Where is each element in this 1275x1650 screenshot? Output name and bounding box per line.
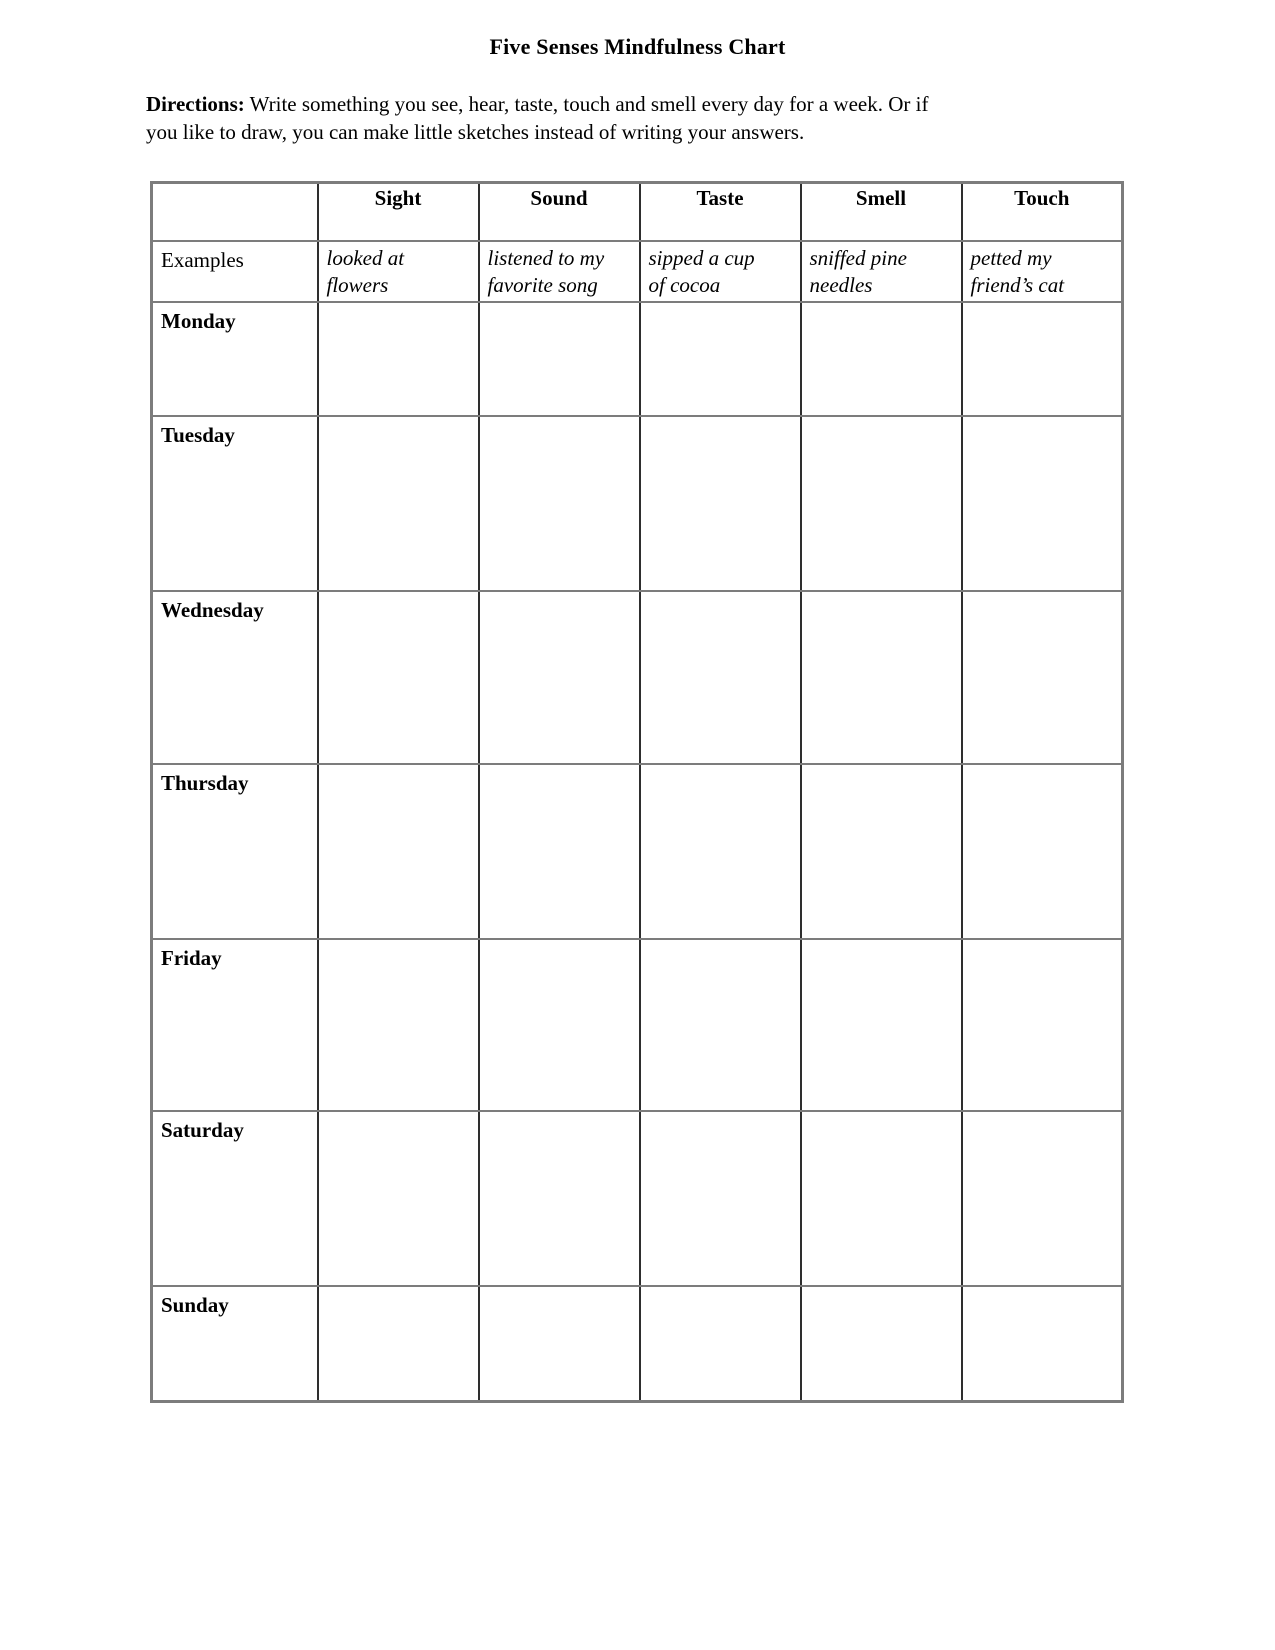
entry-cell [479, 1286, 640, 1402]
entry-cell [962, 764, 1123, 939]
row-label-wednesday: Wednesday [152, 591, 318, 764]
page-title: Five Senses Mindfulness Chart [489, 34, 786, 59]
entry-cell [479, 939, 640, 1111]
entry-cell [318, 764, 479, 939]
entry-cell [801, 591, 962, 764]
entry-cell [962, 302, 1123, 416]
entry-cell [962, 939, 1123, 1111]
entry-cell [479, 302, 640, 416]
entry-cell [801, 939, 962, 1111]
day-row-sunday [152, 1286, 1123, 1402]
example-cell-smell: sniffed pine needles [801, 241, 962, 302]
example-cell-touch: petted my friend’s cat [962, 241, 1123, 302]
col-header-sight: Sight [318, 183, 479, 241]
entry-cell [318, 939, 479, 1111]
col-header-touch: Touch [962, 183, 1123, 241]
entry-cell [640, 591, 801, 764]
five-senses-table [150, 181, 1124, 1403]
entry-cell [318, 591, 479, 764]
day-row-wednesday [152, 591, 1123, 764]
example-cell-sound: listened to my favorite song [479, 241, 640, 302]
entry-cell [801, 302, 962, 416]
col-header-smell: Smell [801, 183, 962, 241]
row-label-tuesday: Tuesday [152, 416, 318, 591]
entry-cell [962, 416, 1123, 591]
entry-cell [962, 1111, 1123, 1286]
entry-cell [640, 764, 801, 939]
entry-cell [479, 1111, 640, 1286]
entry-cell [640, 302, 801, 416]
day-row-monday [152, 302, 1123, 416]
entry-cell [801, 764, 962, 939]
entry-cell [801, 1286, 962, 1402]
directions-label: Directions: [146, 92, 245, 116]
row-label-friday: Friday [152, 939, 318, 1111]
entry-cell [640, 939, 801, 1111]
examples-row [152, 241, 1123, 302]
entry-cell [479, 764, 640, 939]
day-row-tuesday [152, 416, 1123, 591]
row-label-thursday: Thursday [152, 764, 318, 939]
entry-cell [479, 591, 640, 764]
row-label-examples: Examples [152, 241, 318, 302]
directions-line-2: you like to draw, you can make little sketches instead of writing your answers. [146, 120, 805, 144]
day-row-saturday [152, 1111, 1123, 1286]
entry-cell [318, 1111, 479, 1286]
entry-cell [962, 591, 1123, 764]
col-header-taste: Taste [640, 183, 801, 241]
directions [146, 90, 1086, 146]
row-label-sunday: Sunday [152, 1286, 318, 1402]
entry-cell [640, 1111, 801, 1286]
entry-cell [318, 302, 479, 416]
row-label-saturday: Saturday [152, 1111, 318, 1286]
example-cell-taste: sipped a cup of cocoa [640, 241, 801, 302]
entry-cell [801, 1111, 962, 1286]
row-label-monday: Monday [152, 302, 318, 416]
day-row-friday [152, 939, 1123, 1111]
col-header-sound: Sound [479, 183, 640, 241]
directions-text-1: Write something you see, hear, taste, touch and smell every day for a week. Or if [244, 92, 929, 116]
entry-cell [479, 416, 640, 591]
header-row [152, 183, 1123, 241]
entry-cell [801, 416, 962, 591]
entry-cell [318, 416, 479, 591]
example-cell-sight: looked at flowers [318, 241, 479, 302]
entry-cell [318, 1286, 479, 1402]
day-row-thursday [152, 764, 1123, 939]
entry-cell [640, 1286, 801, 1402]
directions-line-1 [146, 90, 1086, 118]
corner-cell [152, 183, 318, 241]
entry-cell [640, 416, 801, 591]
entry-cell [962, 1286, 1123, 1402]
